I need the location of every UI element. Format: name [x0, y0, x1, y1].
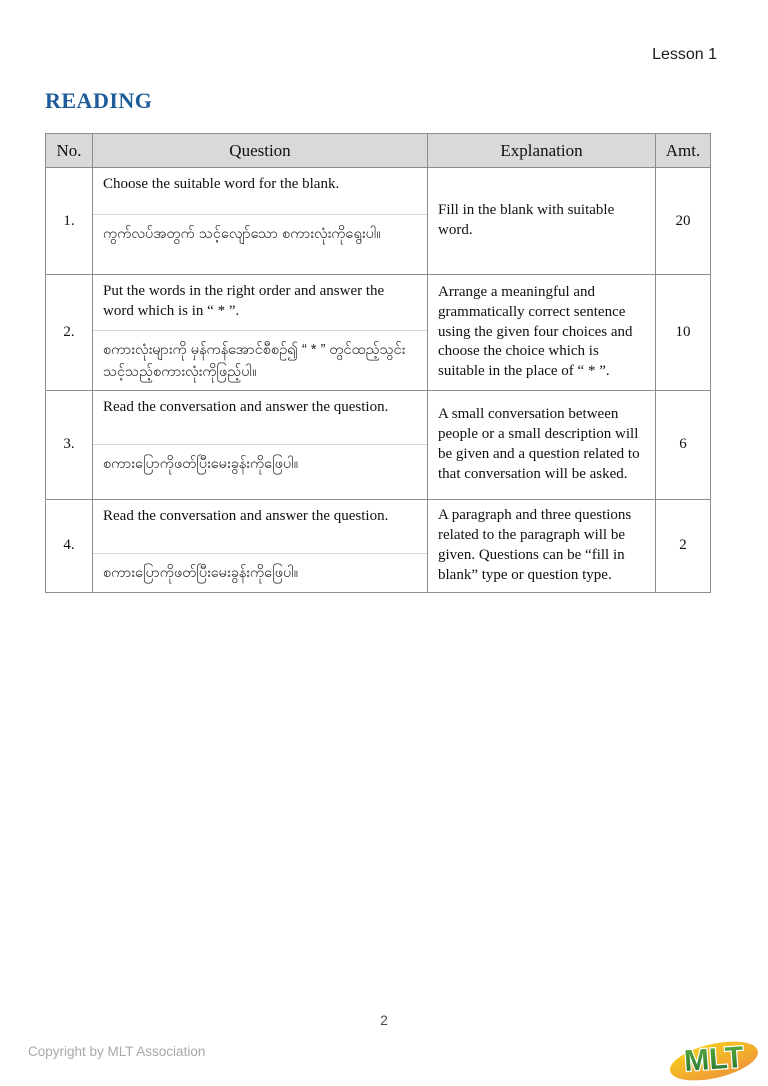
explanation-cell: A small conversation between people or a small description will be given and a question related to that conversation will be asked. — [428, 390, 656, 499]
question-burmese: စကားလုံးများကို မှန်ကန်အောင်စီစဉ်၍ “ * ” တွင်ထည့်သွင်းသင့်သည့်စကားလုံးကိုဖြည့်ပါ။ — [103, 342, 406, 381]
logo-letters: MLT — [683, 1040, 745, 1079]
question-cell — [93, 499, 428, 592]
table-row — [46, 168, 711, 275]
explanation-cell: Fill in the blank with suitable word. — [428, 168, 656, 275]
question-cell — [93, 168, 428, 275]
copyright-text: Copyright by MLT Association — [28, 1044, 206, 1059]
table-row — [46, 390, 711, 499]
question-english: Read the conversation and answer the question. — [93, 500, 427, 554]
table-header-row — [46, 134, 711, 168]
question-english: Put the words in the right order and answer the word which is in “ * ”. — [93, 275, 427, 331]
table-row — [46, 275, 711, 391]
amount-cell: 10 — [656, 275, 711, 391]
question-cell — [93, 275, 428, 391]
row-number: 4. — [46, 499, 93, 592]
amount-cell: 6 — [656, 390, 711, 499]
explanation-cell: Arrange a meaningful and grammatically correct sentence using the given four choices and choose the choice which is suitable in the place of “ * ”. — [428, 275, 656, 391]
row-number: 1. — [46, 168, 93, 275]
page-title: READING — [45, 88, 153, 113]
row-number: 3. — [46, 390, 93, 499]
mlt-logo — [665, 1035, 763, 1083]
column-header-amount: Amt. — [656, 134, 711, 168]
column-header-question: Question — [93, 134, 428, 168]
row-number: 2. — [46, 275, 93, 391]
question-burmese: ကွက်လပ်အတွက် သင့်လျော်သော စကားလုံးကိုရွေးပါ။ — [103, 226, 381, 242]
explanation-cell: A paragraph and three questions related to the paragraph will be given. Questions can be “fill in blank” type or question type. — [428, 499, 656, 592]
question-burmese: စကားပြောကိုဖတ်ပြီးမေးခွန်းကိုဖြေပါ။ — [103, 455, 299, 472]
column-header-explanation: Explanation — [428, 134, 656, 168]
lesson-label: Lesson 1 — [652, 46, 717, 63]
question-english: Choose the suitable word for the blank. — [93, 168, 427, 215]
question-english: Read the conversation and answer the question. — [93, 391, 427, 445]
question-burmese: စကားပြောကိုဖတ်ပြီးမေးခွန်းကိုဖြေပါ။ — [103, 564, 299, 581]
table-row — [46, 499, 711, 592]
amount-cell: 20 — [656, 168, 711, 275]
reading-sections-table — [45, 133, 711, 593]
amount-cell: 2 — [656, 499, 711, 592]
question-cell — [93, 390, 428, 499]
column-header-no: No. — [46, 134, 93, 168]
page-number: 2 — [380, 1012, 388, 1028]
